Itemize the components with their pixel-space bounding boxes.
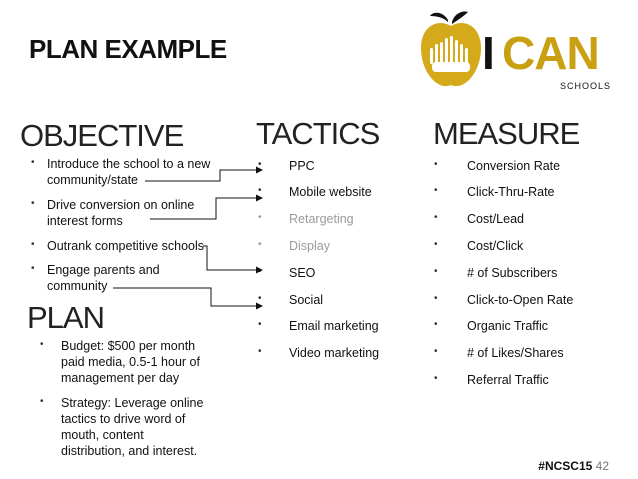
objective-item: Outrank competitive schools	[47, 239, 205, 253]
measure-item: Cost/Click	[467, 239, 524, 253]
measure-item: Cost/Lead	[467, 212, 524, 226]
measure-item: # of Likes/Shares	[467, 346, 564, 360]
bullet: •	[258, 159, 262, 170]
tactic-item-video-marketing: Video marketing	[289, 346, 380, 360]
page-number: 42	[595, 459, 609, 473]
tactic-item-ppc: PPC	[289, 159, 315, 173]
bullet: •	[31, 263, 35, 274]
bullet: •	[434, 266, 438, 277]
measure-item: Organic Traffic	[467, 319, 549, 333]
plan-item: Budget: $500 per month paid media, 0.5-1 hour of management per day	[61, 339, 200, 385]
bullet: •	[434, 239, 438, 250]
arrow-objective2-to-mobile	[150, 198, 262, 219]
arrow-objective4-to-social	[113, 288, 262, 306]
bullet: •	[434, 293, 438, 304]
plan-item: Strategy: Leverage online tactics to drive word of mouth, content distribution, and interest.	[61, 396, 204, 458]
tactic-item-social: Social	[289, 293, 324, 307]
tactic-item-seo: SEO	[289, 266, 316, 280]
footer	[538, 459, 609, 473]
tactics-heading: TACTICS	[256, 116, 380, 151]
bullet: •	[434, 319, 438, 330]
logo-letters-can: CAN	[502, 27, 599, 79]
bullet: •	[40, 396, 44, 407]
bullet: •	[31, 157, 35, 168]
measure-item: Click-to-Open Rate	[467, 293, 574, 307]
objective-heading: OBJECTIVE	[20, 118, 184, 153]
page-title: PLAN EXAMPLE	[29, 34, 227, 64]
logo-subtitle: SCHOOLS	[560, 81, 612, 91]
bullet: •	[258, 185, 262, 196]
measure-item: # of Subscribers	[467, 266, 558, 280]
bullet: •	[434, 185, 438, 196]
tactic-item-retargeting: Retargeting	[289, 212, 354, 226]
bullet: •	[434, 212, 438, 223]
measure-item: Conversion Rate	[467, 159, 561, 173]
measure-item: Click-Thru-Rate	[467, 185, 555, 199]
arrow-objective1-to-ppc	[145, 170, 262, 181]
bullet: •	[434, 373, 438, 384]
arrow-objective3-to-seo	[203, 246, 262, 270]
bullet: •	[258, 346, 262, 357]
measure-heading: MEASURE	[433, 116, 580, 151]
plan-heading: PLAN	[27, 300, 104, 335]
tactic-item-mobile-website: Mobile website	[289, 185, 372, 199]
objective-item: Introduce the school to a new community/state	[47, 157, 211, 187]
bullet: •	[258, 239, 262, 250]
bullet: •	[258, 293, 262, 304]
bullet: •	[258, 319, 262, 330]
tactic-item-email-marketing: Email marketing	[289, 319, 379, 333]
bullet: •	[434, 346, 438, 357]
tactic-item-display: Display	[289, 239, 330, 253]
measure-item: Referral Traffic	[467, 373, 549, 387]
footer-hashtag: #NCSC15	[538, 459, 593, 473]
bullet: •	[258, 266, 262, 277]
objective-item: Engage parents and community	[47, 263, 160, 293]
bullet: •	[40, 339, 44, 350]
objective-item: Drive conversion on online interest forms	[47, 198, 195, 228]
bullet: •	[434, 159, 438, 170]
logo-letter-i: I	[482, 27, 494, 79]
bullet: •	[31, 198, 35, 209]
bullet: •	[31, 239, 35, 250]
bullet: •	[258, 212, 262, 223]
